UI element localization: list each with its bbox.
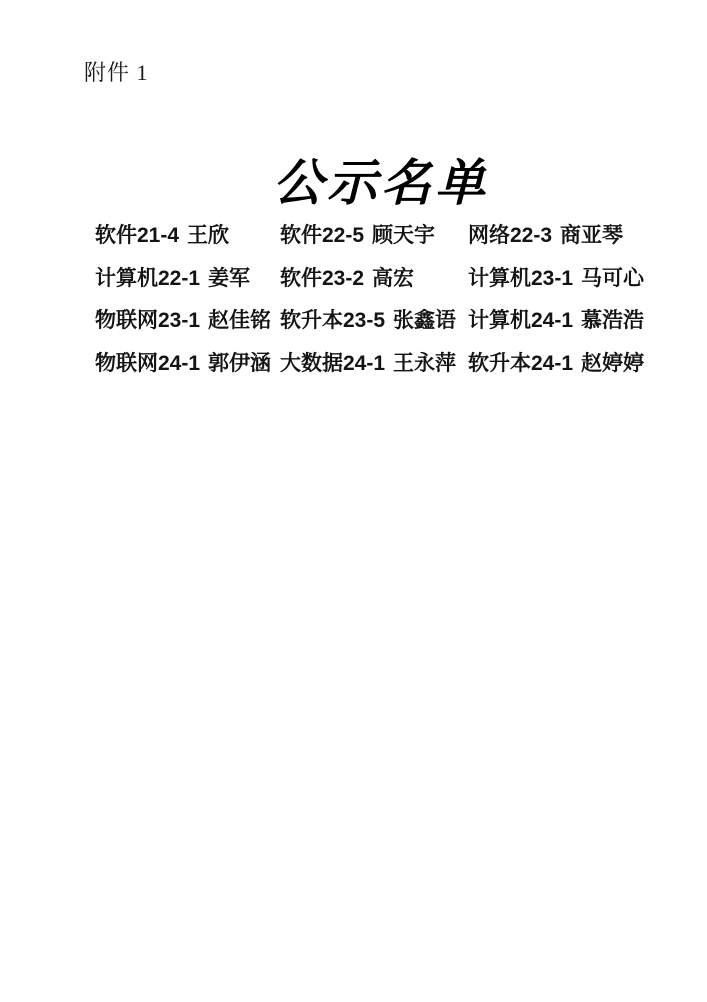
entry-class-id: 软件22-5	[280, 223, 365, 247]
roster-entry	[280, 353, 468, 374]
attachment-label: 附件 1	[84, 60, 149, 85]
roster-entry	[95, 225, 280, 246]
entry-student-name: 慕浩浩	[581, 309, 645, 333]
entry-class-id: 计算机22-1	[95, 266, 201, 290]
entry-student-name: 张鑫语	[393, 309, 457, 333]
entry-class-id: 物联网23-1	[95, 309, 201, 333]
roster-entry	[95, 310, 280, 331]
entry-student-name: 高宏	[372, 266, 415, 290]
entry-student-name: 赵佳铭	[208, 309, 272, 333]
entry-class-id: 软件21-4	[95, 223, 180, 247]
entry-student-name: 顾天宇	[372, 223, 436, 247]
entry-student-name: 赵婷婷	[581, 351, 645, 375]
roster-entry	[95, 353, 280, 374]
roster-entry	[280, 268, 468, 289]
entry-class-id: 大数据24-1	[280, 351, 386, 375]
entry-class-id: 软升本23-5	[280, 309, 386, 333]
roster-grid	[95, 214, 655, 385]
entry-student-name: 马可心	[581, 266, 645, 290]
entry-student-name: 王欣	[187, 223, 230, 247]
roster-entry	[280, 225, 468, 246]
entry-class-id: 软升本24-1	[468, 351, 574, 375]
entry-student-name: 王永萍	[393, 351, 457, 375]
entry-class-id: 计算机23-1	[468, 266, 574, 290]
entry-student-name: 姜军	[208, 266, 251, 290]
entry-student-name: 郭伊涵	[208, 351, 272, 375]
entry-student-name: 商亚琴	[560, 223, 624, 247]
roster-entry	[95, 268, 280, 289]
roster-entry	[468, 268, 655, 289]
roster-entry	[468, 310, 655, 331]
roster-entry	[468, 353, 655, 374]
roster-entry	[280, 310, 468, 331]
entry-class-id: 软件23-2	[280, 266, 365, 290]
roster-entry	[468, 225, 655, 246]
entry-class-id: 计算机24-1	[468, 309, 574, 333]
entry-class-id: 物联网24-1	[95, 351, 201, 375]
entry-class-id: 网络22-3	[468, 223, 553, 247]
page-title: 公示名单	[273, 153, 489, 212]
